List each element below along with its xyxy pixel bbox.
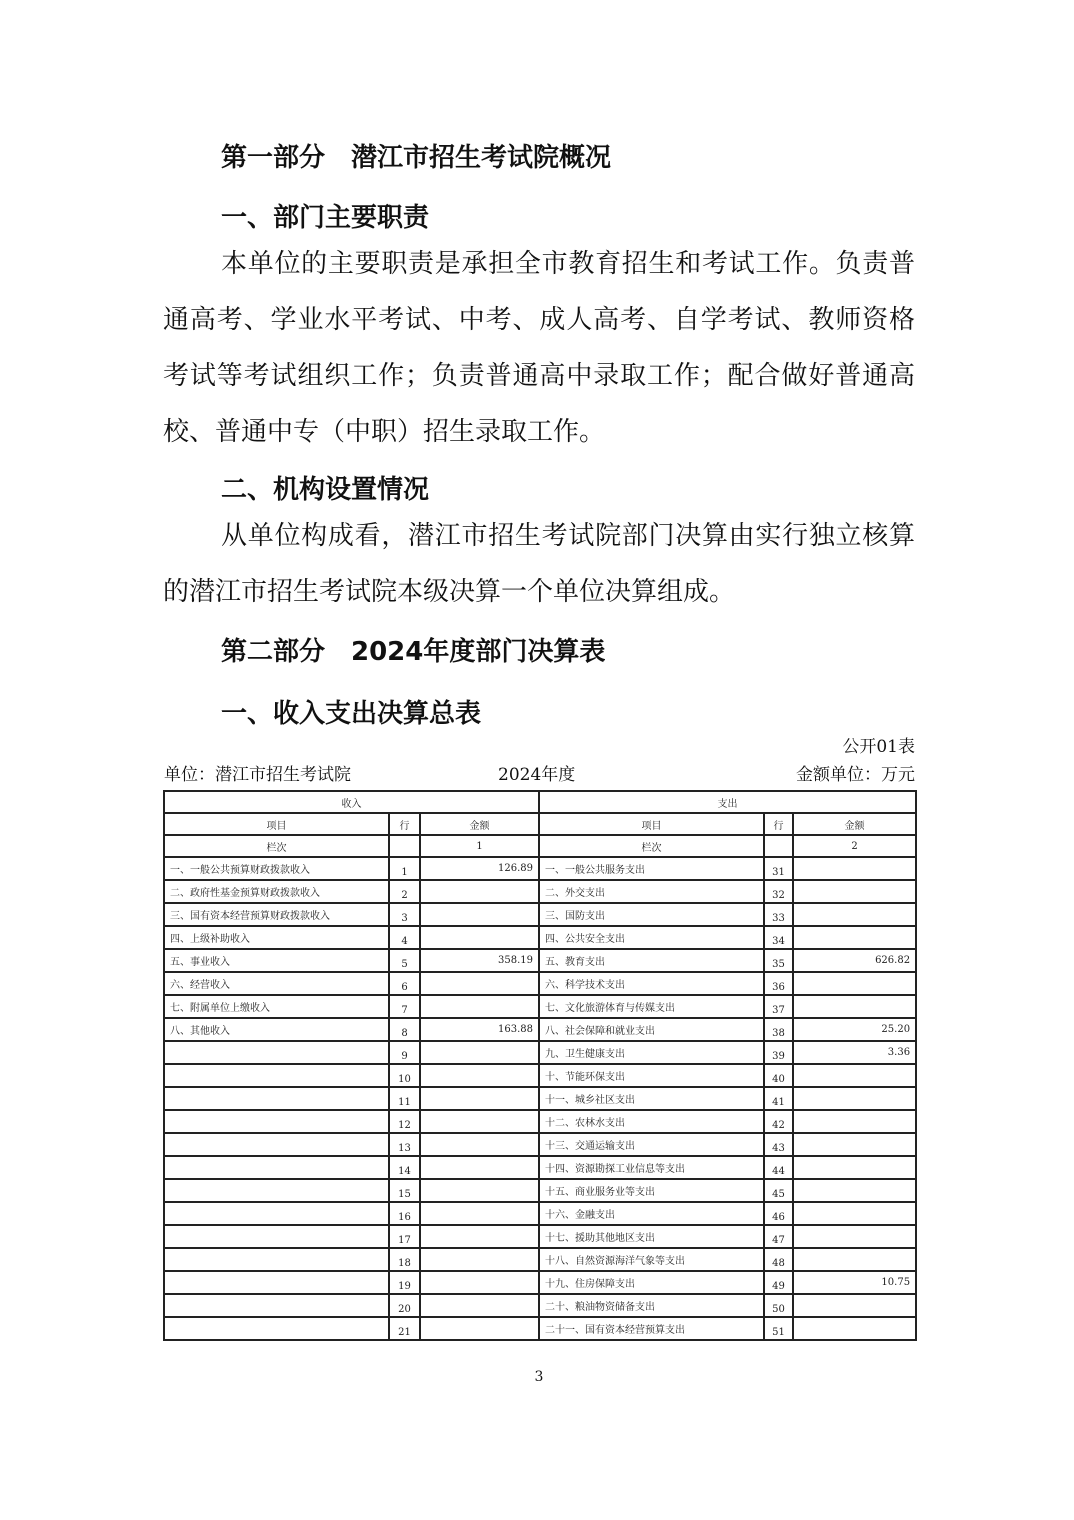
- income-row-number: 17: [389, 1225, 420, 1248]
- expense-amount: [793, 1248, 916, 1271]
- expense-amount: [793, 880, 916, 903]
- section1-heading: 一、部门主要职责: [221, 203, 430, 233]
- table-row: [164, 857, 916, 880]
- section2-heading: 二、机构设置情况: [221, 475, 430, 505]
- income-amount: [420, 1271, 539, 1294]
- section1-text: 本单位的主要职责是承担全市教育招生和考试工作。负责普通高考、学业水平考试、中考、成人高考、自学考试、教师资格考试等考试组织工作；负责普通高中录取工作；配合做好普通高校、普通中专（中职）招生录取工作。: [163, 249, 915, 447]
- expense-row-number: 47: [764, 1225, 793, 1248]
- income-item: [164, 1225, 389, 1248]
- income-amount: [420, 1317, 539, 1340]
- expense-item: 十九、住房保障支出: [539, 1271, 764, 1294]
- expense-row-number: 39: [764, 1041, 793, 1064]
- income-row-number: 13: [389, 1133, 420, 1156]
- income-amount: [420, 972, 539, 995]
- expense-item: 十七、援助其他地区支出: [539, 1225, 764, 1248]
- expense-row-number: 46: [764, 1202, 793, 1225]
- income-amount: [420, 903, 539, 926]
- income-item: [164, 1041, 389, 1064]
- income-row-number: 10: [389, 1064, 420, 1087]
- table-row: [164, 1110, 916, 1133]
- expense-row-number: 32: [764, 880, 793, 903]
- income-item: [164, 1110, 389, 1133]
- table-group-header-row: [164, 791, 916, 813]
- form-number: 公开01表: [842, 737, 915, 757]
- expense-item: 九、卫生健康支出: [539, 1041, 764, 1064]
- income-item: [164, 1133, 389, 1156]
- table-row: [164, 1179, 916, 1202]
- income-amount: [420, 1202, 539, 1225]
- expense-row-number: 31: [764, 857, 793, 880]
- expense-row-number: 51: [764, 1317, 793, 1340]
- income-row-number: 15: [389, 1179, 420, 1202]
- income-row-number: 11: [389, 1087, 420, 1110]
- expense-item: 十三、交通运输支出: [539, 1133, 764, 1156]
- expense-amount: [793, 1156, 916, 1179]
- expense-amount: [793, 1133, 916, 1156]
- expense-row-number: 43: [764, 1133, 793, 1156]
- table-meta-row: [163, 762, 915, 788]
- form-number-row: [163, 734, 915, 760]
- expense-amount: 626.82: [793, 949, 916, 972]
- expense-item: 十、节能环保支出: [539, 1064, 764, 1087]
- income-amount: 126.89: [420, 857, 539, 880]
- expense-amount: 10.75: [793, 1271, 916, 1294]
- income-item: 四、上级补助收入: [164, 926, 389, 949]
- table-row: [164, 1064, 916, 1087]
- income-item: [164, 1271, 389, 1294]
- income-item: [164, 1294, 389, 1317]
- income-amount: [420, 995, 539, 1018]
- income-item: [164, 1064, 389, 1087]
- section2-text: 从单位构成看，潜江市招生考试院部门决算由实行独立核算的潜江市招生考试院本级决算一个单位决算组成。: [163, 521, 915, 607]
- expense-amount: [793, 857, 916, 880]
- expense-item: 五、教育支出: [539, 949, 764, 972]
- expense-item: 八、社会保障和就业支出: [539, 1018, 764, 1041]
- income-item: [164, 1317, 389, 1340]
- income-row-number: 14: [389, 1156, 420, 1179]
- income-row-number: 20: [389, 1294, 420, 1317]
- income-item: 六、经营收入: [164, 972, 389, 995]
- expense-index-label: 栏次: [539, 835, 764, 857]
- income-item: [164, 1202, 389, 1225]
- income-item: [164, 1087, 389, 1110]
- expense-item: 四、公共安全支出: [539, 926, 764, 949]
- table-row: [164, 1133, 916, 1156]
- income-row-number: 1: [389, 857, 420, 880]
- unit-label: 单位：潜江市招生考试院: [164, 765, 351, 785]
- income-item: 五、事业收入: [164, 949, 389, 972]
- income-amount-header: 金额: [420, 813, 539, 835]
- income-item: 七、附属单位上缴收入: [164, 995, 389, 1018]
- expense-item: 十四、资源勘探工业信息等支出: [539, 1156, 764, 1179]
- income-item: 二、政府性基金预算财政拨款收入: [164, 880, 389, 903]
- income-row-number: 5: [389, 949, 420, 972]
- expense-row-number: 38: [764, 1018, 793, 1041]
- expense-amount: [793, 1202, 916, 1225]
- income-row-number: 7: [389, 995, 420, 1018]
- expense-amount: [793, 926, 916, 949]
- table-row: [164, 995, 916, 1018]
- table-row: [164, 1202, 916, 1225]
- expense-header: 支出: [539, 791, 916, 813]
- income-index-label: 栏次: [164, 835, 389, 857]
- income-row-number: 19: [389, 1271, 420, 1294]
- part2-title: 第二部分 2024年度部门决算表: [221, 637, 606, 667]
- income-amount: [420, 1064, 539, 1087]
- expense-amount: [793, 1179, 916, 1202]
- table-row: [164, 949, 916, 972]
- income-amount: [420, 1225, 539, 1248]
- table-index-row: [164, 835, 916, 857]
- expense-index-number: 2: [793, 835, 916, 857]
- table-row: [164, 1018, 916, 1041]
- income-row-header: 行: [389, 813, 420, 835]
- table-row: [164, 1248, 916, 1271]
- currency-unit-label: 金额单位：万元: [796, 765, 915, 785]
- income-amount: [420, 1179, 539, 1202]
- income-amount: [420, 1110, 539, 1133]
- income-amount: [420, 1087, 539, 1110]
- income-row-number: 21: [389, 1317, 420, 1340]
- expense-row-number: 37: [764, 995, 793, 1018]
- income-row-number: 16: [389, 1202, 420, 1225]
- income-amount: [420, 1133, 539, 1156]
- income-item: 八、其他收入: [164, 1018, 389, 1041]
- income-header: 收入: [164, 791, 539, 813]
- income-row-number: 6: [389, 972, 420, 995]
- income-item: 一、一般公共预算财政拨款收入: [164, 857, 389, 880]
- expense-amount: [793, 972, 916, 995]
- expense-amount: [793, 1110, 916, 1133]
- income-item: 三、国有资本经营预算财政拨款收入: [164, 903, 389, 926]
- expense-item: 二、外交支出: [539, 880, 764, 903]
- expense-amount-header: 金额: [793, 813, 916, 835]
- expense-row-number: 48: [764, 1248, 793, 1271]
- expense-item-header: 项目: [539, 813, 764, 835]
- table-row: [164, 1225, 916, 1248]
- income-row-number: 12: [389, 1110, 420, 1133]
- expense-item: 二十、粮油物资储备支出: [539, 1294, 764, 1317]
- income-index-number: 1: [420, 835, 539, 857]
- expense-item: 二十一、国有资本经营预算支出: [539, 1317, 764, 1340]
- table-row: [164, 1317, 916, 1340]
- expense-row-number: 34: [764, 926, 793, 949]
- income-item: [164, 1179, 389, 1202]
- expense-item: 三、国防支出: [539, 903, 764, 926]
- expense-amount: [793, 1294, 916, 1317]
- income-row-number: 2: [389, 880, 420, 903]
- income-row-number: 3: [389, 903, 420, 926]
- year-label: 2024年度: [498, 765, 576, 785]
- expense-amount: [793, 1087, 916, 1110]
- expense-item: 十八、自然资源海洋气象等支出: [539, 1248, 764, 1271]
- table-heading: 一、收入支出决算总表: [221, 699, 482, 729]
- income-amount: 163.88: [420, 1018, 539, 1041]
- expense-row-number: 40: [764, 1064, 793, 1087]
- expense-item: 十五、商业服务业等支出: [539, 1179, 764, 1202]
- expense-row-number: 33: [764, 903, 793, 926]
- expense-row-number: 44: [764, 1156, 793, 1179]
- table-row: [164, 1294, 916, 1317]
- table-row: [164, 1156, 916, 1179]
- table-row: [164, 903, 916, 926]
- expense-row-number: 35: [764, 949, 793, 972]
- income-amount: [420, 880, 539, 903]
- income-item-header: 项目: [164, 813, 389, 835]
- expense-amount: 3.36: [793, 1041, 916, 1064]
- expense-item: 一、一般公共服务支出: [539, 857, 764, 880]
- table-column-header-row: [164, 813, 916, 835]
- expense-item: 六、科学技术支出: [539, 972, 764, 995]
- expense-amount: [793, 1317, 916, 1340]
- table-row: [164, 1271, 916, 1294]
- income-expense-table: [163, 790, 917, 1341]
- expense-amount: 25.20: [793, 1018, 916, 1041]
- income-row-number: 4: [389, 926, 420, 949]
- income-amount: [420, 1248, 539, 1271]
- income-item: [164, 1248, 389, 1271]
- page-content: [163, 140, 915, 1385]
- expense-row-header: 行: [764, 813, 793, 835]
- table-row: [164, 926, 916, 949]
- income-item: [164, 1156, 389, 1179]
- expense-row-number: 49: [764, 1271, 793, 1294]
- income-row-number: 18: [389, 1248, 420, 1271]
- expense-amount: [793, 995, 916, 1018]
- income-amount: [420, 1041, 539, 1064]
- income-amount: [420, 1156, 539, 1179]
- income-row-number: 9: [389, 1041, 420, 1064]
- expense-item: 十一、城乡社区支出: [539, 1087, 764, 1110]
- part1-title: 第一部分 潜江市招生考试院概况: [221, 143, 612, 173]
- expense-row-number: 45: [764, 1179, 793, 1202]
- expense-row-number: 41: [764, 1087, 793, 1110]
- expense-row-number: 50: [764, 1294, 793, 1317]
- expense-row-number: 36: [764, 972, 793, 995]
- table-row: [164, 1087, 916, 1110]
- table-row: [164, 972, 916, 995]
- income-amount: [420, 1294, 539, 1317]
- expense-item: 七、文化旅游体育与传媒支出: [539, 995, 764, 1018]
- expense-row-number: 42: [764, 1110, 793, 1133]
- income-amount: [420, 926, 539, 949]
- income-amount: 358.19: [420, 949, 539, 972]
- expense-amount: [793, 1064, 916, 1087]
- income-index-empty: [389, 835, 420, 857]
- expense-index-empty: [764, 835, 793, 857]
- expense-item: 十二、农林水支出: [539, 1110, 764, 1133]
- page-number: 3: [534, 1369, 544, 1385]
- table-row: [164, 1041, 916, 1064]
- expense-amount: [793, 903, 916, 926]
- income-row-number: 8: [389, 1018, 420, 1041]
- expense-amount: [793, 1225, 916, 1248]
- table-row: [164, 880, 916, 903]
- expense-item: 十六、金融支出: [539, 1202, 764, 1225]
